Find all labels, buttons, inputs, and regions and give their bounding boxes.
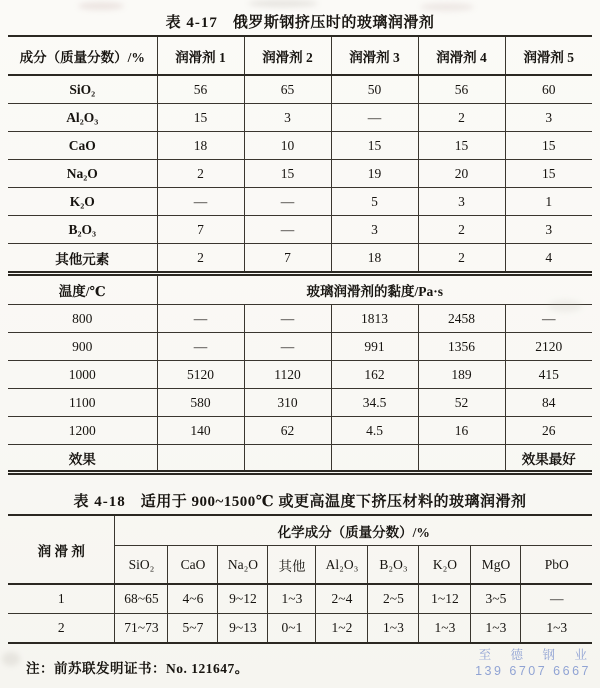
- table1-header: [8, 36, 592, 75]
- group-header-chemical-composition: 化学成分（质量分数）/%: [115, 515, 592, 546]
- footnote: 注：前苏联发明证书：No. 121647。: [26, 661, 249, 676]
- cell-value: 62: [244, 417, 331, 445]
- watermark-company: 至 德 钢 业: [478, 648, 595, 662]
- cell-value: 18: [157, 132, 244, 160]
- cell-value: 3: [244, 104, 331, 132]
- table1-caption: [0, 0, 600, 35]
- cell-value: 3: [418, 188, 505, 216]
- col-header-chemical: B₂O₃: [368, 546, 419, 585]
- col-header-chemical: SiO₂: [115, 546, 168, 585]
- row-label-temp-value: 1000: [8, 361, 157, 389]
- row-label-component: Al₂O₃: [8, 104, 157, 132]
- cell-value: 1356: [418, 333, 505, 361]
- row-label-component: 其他元素: [8, 244, 157, 274]
- cell-value: 15: [505, 132, 592, 160]
- col-header-lubricant: 润滑剂 2: [244, 36, 331, 75]
- cell-effect: [157, 445, 244, 473]
- col-header-chemical: PbO: [521, 546, 592, 585]
- col-header-lubricant: 润滑剂 3: [331, 36, 418, 75]
- cell-value: 1: [505, 188, 592, 216]
- row-label-lubricant-id: 1: [8, 584, 115, 614]
- cell-value: 2120: [505, 333, 592, 361]
- row-label-component: CaO: [8, 132, 157, 160]
- cell-value: 15: [418, 132, 505, 160]
- cell-value: 18: [331, 244, 418, 274]
- cell-value: 1120: [244, 361, 331, 389]
- cell-value: 15: [331, 132, 418, 160]
- col-header-chemical: CaO: [168, 546, 218, 585]
- cell-value: 5: [331, 188, 418, 216]
- cell-value: 4~6: [168, 584, 218, 614]
- cell-value: 2458: [418, 305, 505, 333]
- cell-value: 5120: [157, 361, 244, 389]
- cell-value: 3: [331, 216, 418, 244]
- cell-value: 50: [331, 75, 418, 104]
- table-high-temperature-lubricants: [8, 514, 592, 644]
- table2-caption-title: 适用于 900~1500℃ 或更高温度下挤压材料的玻璃润滑剂: [140, 494, 527, 510]
- scan-artifact: [2, 652, 20, 666]
- cell-value: 15: [505, 160, 592, 188]
- cell-value: 1~3: [368, 614, 419, 644]
- cell-value: 56: [157, 75, 244, 104]
- row-label-temp-value: 1100: [8, 389, 157, 417]
- cell-value: —: [244, 188, 331, 216]
- cell-value: 15: [244, 160, 331, 188]
- cell-effect: [331, 445, 418, 473]
- cell-value: 26: [505, 417, 592, 445]
- cell-value: —: [244, 305, 331, 333]
- cell-value: 84: [505, 389, 592, 417]
- row-label-effect: 效果: [8, 445, 157, 473]
- cell-value: 162: [331, 361, 418, 389]
- viscosity-group-header: 玻璃润滑剂的黏度/Pa·s: [157, 274, 592, 305]
- row-label-temp-value: 800: [8, 305, 157, 333]
- cell-value: 991: [331, 333, 418, 361]
- cell-value: 4: [505, 244, 592, 274]
- cell-value: 15: [157, 104, 244, 132]
- table2-body: [8, 584, 592, 643]
- cell-value: 9~12: [218, 584, 268, 614]
- cell-value: 20: [418, 160, 505, 188]
- cell-value: 1~2: [316, 614, 368, 644]
- cell-value: 65: [244, 75, 331, 104]
- cell-value: 2~4: [316, 584, 368, 614]
- cell-value: 0~1: [268, 614, 316, 644]
- cell-value: 2: [418, 216, 505, 244]
- col-header-lubricant: 润滑剂 4: [418, 36, 505, 75]
- cell-value: 3: [505, 104, 592, 132]
- cell-value: 2: [418, 244, 505, 274]
- table2-header: [8, 515, 592, 584]
- row-label-temp-value: 1200: [8, 417, 157, 445]
- row-label-lubricant-id: 2: [8, 614, 115, 644]
- cell-value: 1~12: [419, 584, 471, 614]
- col-header-chemical: 其他: [268, 546, 316, 585]
- row-label-component: Na₂O: [8, 160, 157, 188]
- cell-value: 140: [157, 417, 244, 445]
- cell-value: 310: [244, 389, 331, 417]
- col-header-chemical: K₂O: [419, 546, 471, 585]
- cell-value: 52: [418, 389, 505, 417]
- cell-value: 9~13: [218, 614, 268, 644]
- cell-value: 16: [418, 417, 505, 445]
- cell-value: 5~7: [168, 614, 218, 644]
- watermark: [475, 648, 595, 679]
- cell-value: 19: [331, 160, 418, 188]
- cell-value: 7: [157, 216, 244, 244]
- table2-caption: [0, 490, 600, 514]
- table2-caption-label: 表 4-18: [73, 494, 126, 510]
- table1-caption-label: 表 4-17: [165, 15, 218, 31]
- watermark-phone: 139 6707 6667: [475, 664, 591, 678]
- col-header-composition: 成分（质量分数）/%: [8, 36, 157, 75]
- col-header-lubricant-id: 润 滑 剂: [8, 515, 115, 584]
- col-header-chemical: Na₂O: [218, 546, 268, 585]
- cell-value: 1~3: [419, 614, 471, 644]
- cell-value: 3~5: [471, 584, 521, 614]
- cell-effect: 效果最好: [505, 445, 592, 473]
- cell-value: —: [244, 333, 331, 361]
- table-lubricant-compositions: [8, 35, 592, 475]
- cell-value: 1~3: [268, 584, 316, 614]
- cell-value: 68~65: [115, 584, 168, 614]
- col-header-chemical: Al₂O₃: [316, 546, 368, 585]
- cell-value: 2: [157, 160, 244, 188]
- col-header-lubricant: 润滑剂 1: [157, 36, 244, 75]
- cell-value: —: [157, 188, 244, 216]
- row-label-temperature: 温度/℃: [8, 274, 157, 305]
- cell-effect: [244, 445, 331, 473]
- cell-value: 1813: [331, 305, 418, 333]
- cell-value: 56: [418, 75, 505, 104]
- table1-body: [8, 75, 592, 473]
- cell-value: 1~3: [471, 614, 521, 644]
- row-label-component: SiO₂: [8, 75, 157, 104]
- cell-value: —: [331, 104, 418, 132]
- row-label-component: K₂O: [8, 188, 157, 216]
- cell-value: —: [157, 305, 244, 333]
- cell-value: 4.5: [331, 417, 418, 445]
- cell-value: 415: [505, 361, 592, 389]
- cell-value: 60: [505, 75, 592, 104]
- cell-value: 3: [505, 216, 592, 244]
- cell-value: 71~73: [115, 614, 168, 644]
- col-header-chemical: MgO: [471, 546, 521, 585]
- row-label-component: B₂O₃: [8, 216, 157, 244]
- cell-effect: [418, 445, 505, 473]
- row-label-temp-value: 900: [8, 333, 157, 361]
- col-header-lubricant: 润滑剂 5: [505, 36, 592, 75]
- cell-value: 189: [418, 361, 505, 389]
- cell-value: 2: [418, 104, 505, 132]
- cell-value: 2~5: [368, 584, 419, 614]
- cell-value: 1~3: [521, 614, 592, 644]
- table1-caption-title: 俄罗斯钢挤压时的玻璃润滑剂: [232, 15, 435, 31]
- cell-value: —: [505, 305, 592, 333]
- cell-value: 580: [157, 389, 244, 417]
- cell-value: 34.5: [331, 389, 418, 417]
- cell-value: —: [157, 333, 244, 361]
- cell-value: 7: [244, 244, 331, 274]
- cell-value: 2: [157, 244, 244, 274]
- cell-value: —: [244, 216, 331, 244]
- cell-value: —: [521, 584, 592, 614]
- cell-value: 10: [244, 132, 331, 160]
